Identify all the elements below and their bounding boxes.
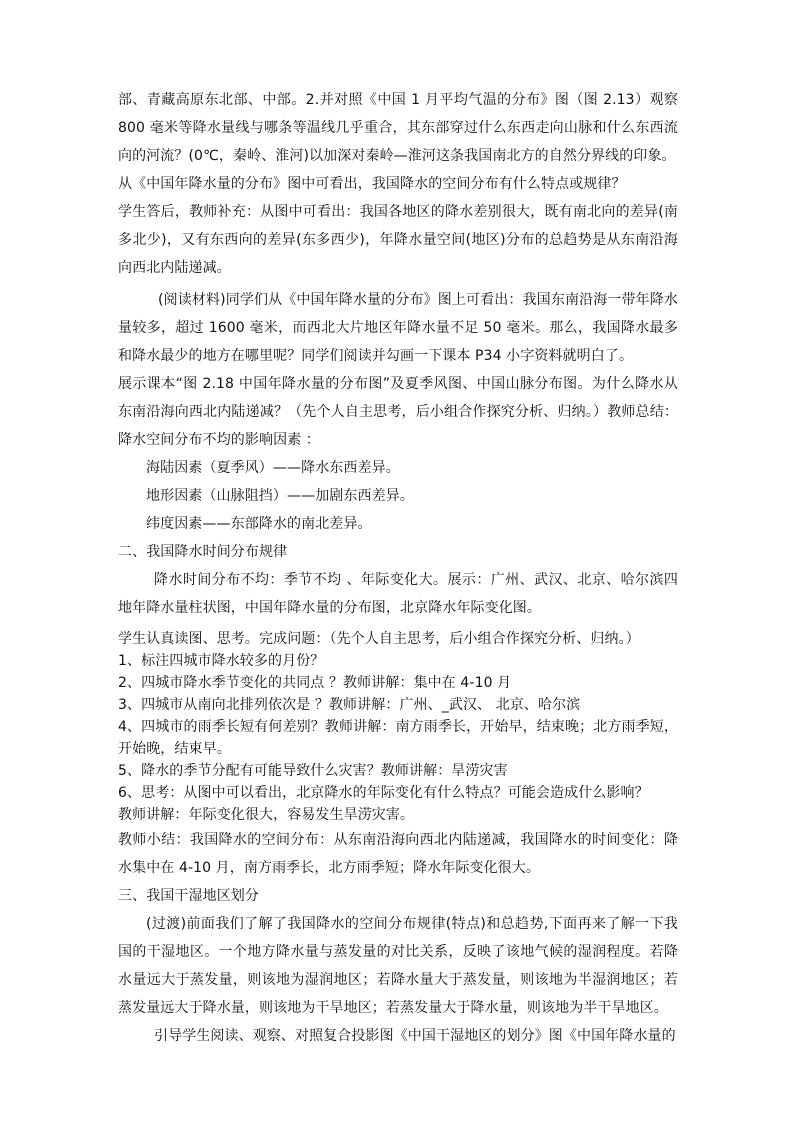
- question-3: 3、四城市从南向北排列依次是 ？教师讲解：广州、_武汉、 北京、哈尔滨: [118, 697, 581, 713]
- paragraph-reading-material: (阅读材料)同学们从《中国年降水量的分布》图上可看出：我国东南沿海一带年降水量较多，超过 1600 毫米，而西北大片地区年降水量不足 50 毫米。那么，我国降水最多和降水最少的地方在哪里呢？同学们阅读并勾画一下课本 P34 小字资料就明白了。: [118, 292, 678, 364]
- question-6: 6、思考：从图中可以看出，北京降水的年际变化有什么特点？可能会造成什么影响？: [118, 785, 649, 801]
- section-heading-3: 三、我国干湿地区划分: [118, 888, 259, 904]
- factor-land-sea: 海陆因素（夏季风）——降水东西差异。: [146, 460, 400, 476]
- section-heading-2: 二、我国降水时间分布规律: [118, 544, 288, 560]
- paragraph-figure-218: 展示课本“图 2.18 中国年降水量的分布图”及夏季风图、中国山脉分布图。为什么降水从东南沿海向西北内陆递减？（先个人自主思考，后小组合作探究分析、归纳。）教师总结：降水空间分布不均的影响因素 ：: [118, 376, 678, 448]
- paragraph-guide-reading: 引导学生阅读、观察、对照复合投影图《中国干湿地区的划分》图《中国年降水量的: [154, 1028, 676, 1044]
- question-1: 1、标注四城市降水较多的月份？: [118, 653, 325, 669]
- paragraph-spatial-question: 从《中国年降水量的分布》图中可看出，我国降水的空间分布有什么特点或规律？: [118, 176, 626, 192]
- paragraph-precipitation-isotherm: 部、青藏高原东北部、中部。2.并对照《中国 1 月平均气温的分布》图（图 2.13）观察 800 毫米等降水量线与哪条等温线几乎重合，其东部穿过什么东西走向山脉和什么东西流向的河流？(0℃，秦岭、淮河)以加深对秦岭—淮河这条我国南北方的自然分界线的印象。: [118, 92, 678, 164]
- paragraph-student-task: 学生认真读图、思考。完成问题：（先个人自主思考，后小组合作探究分析、归纳。）: [118, 631, 640, 647]
- paragraph-temporal-distribution: 降水时间分布不均：季节不均 、年际变化大。展示：广州、武汉、北京、哈尔滨四地年降水量柱状图，中国年降水量的分布图，北京降水年际变化图。: [118, 572, 678, 616]
- paragraph-teacher-summary: 教师小结：我国降水的空间分布：从东南沿海向西北内陆递减，我国降水的时间变化：降水集中在 4-10 月，南方雨季长，北方雨季短；降水年际变化很大。: [118, 832, 678, 876]
- factor-latitude: 纬度因素——东部降水的南北差异。: [146, 516, 372, 532]
- document-body: [118, 86, 678, 1050]
- question-5: 5、降水的季节分配有可能导致什么灾害？教师讲解：旱涝灾害: [118, 763, 508, 779]
- factor-terrain: 地形因素（山脉阻挡）——加剧东西差异。: [146, 488, 414, 504]
- question-2: 2、四城市降水季节变化的共同点 ？教师讲解：集中在 4-10 月: [118, 675, 512, 691]
- paragraph-transition: (过渡)前面我们了解了我国降水的空间分布规律(特点)和总趋势,下面再来了解一下我国的干湿地区。一个地方降水量与蒸发量的对比关系，反映了该地气候的湿润程度。若降水量远大于蒸发量，则该地为湿润地区；若降水量大于蒸发量，则该地为半湿润地区；若蒸发量远大于降水量，则该地为干旱地区；若蒸发量大于降水量，则该地为半干旱地区。: [118, 916, 678, 1016]
- paragraph-teacher-supplement: 学生答后，教师补充：从图中可看出：我国各地区的降水差别很大，既有南北向的差异(南多北少)，又有东西向的差异(东多西少)，年降水量空间(地区)分布的总趋势是从东南沿海向西北内陆递减。: [118, 204, 678, 276]
- teacher-explanation-6: 教师讲解：年际变化很大，容易发生旱涝灾害。: [118, 807, 415, 823]
- question-4: 4、四城市的雨季长短有何差别？教师讲解：南方雨季长，开始早，结束晚；北方雨季短，开始晚，结束早。: [118, 719, 678, 757]
